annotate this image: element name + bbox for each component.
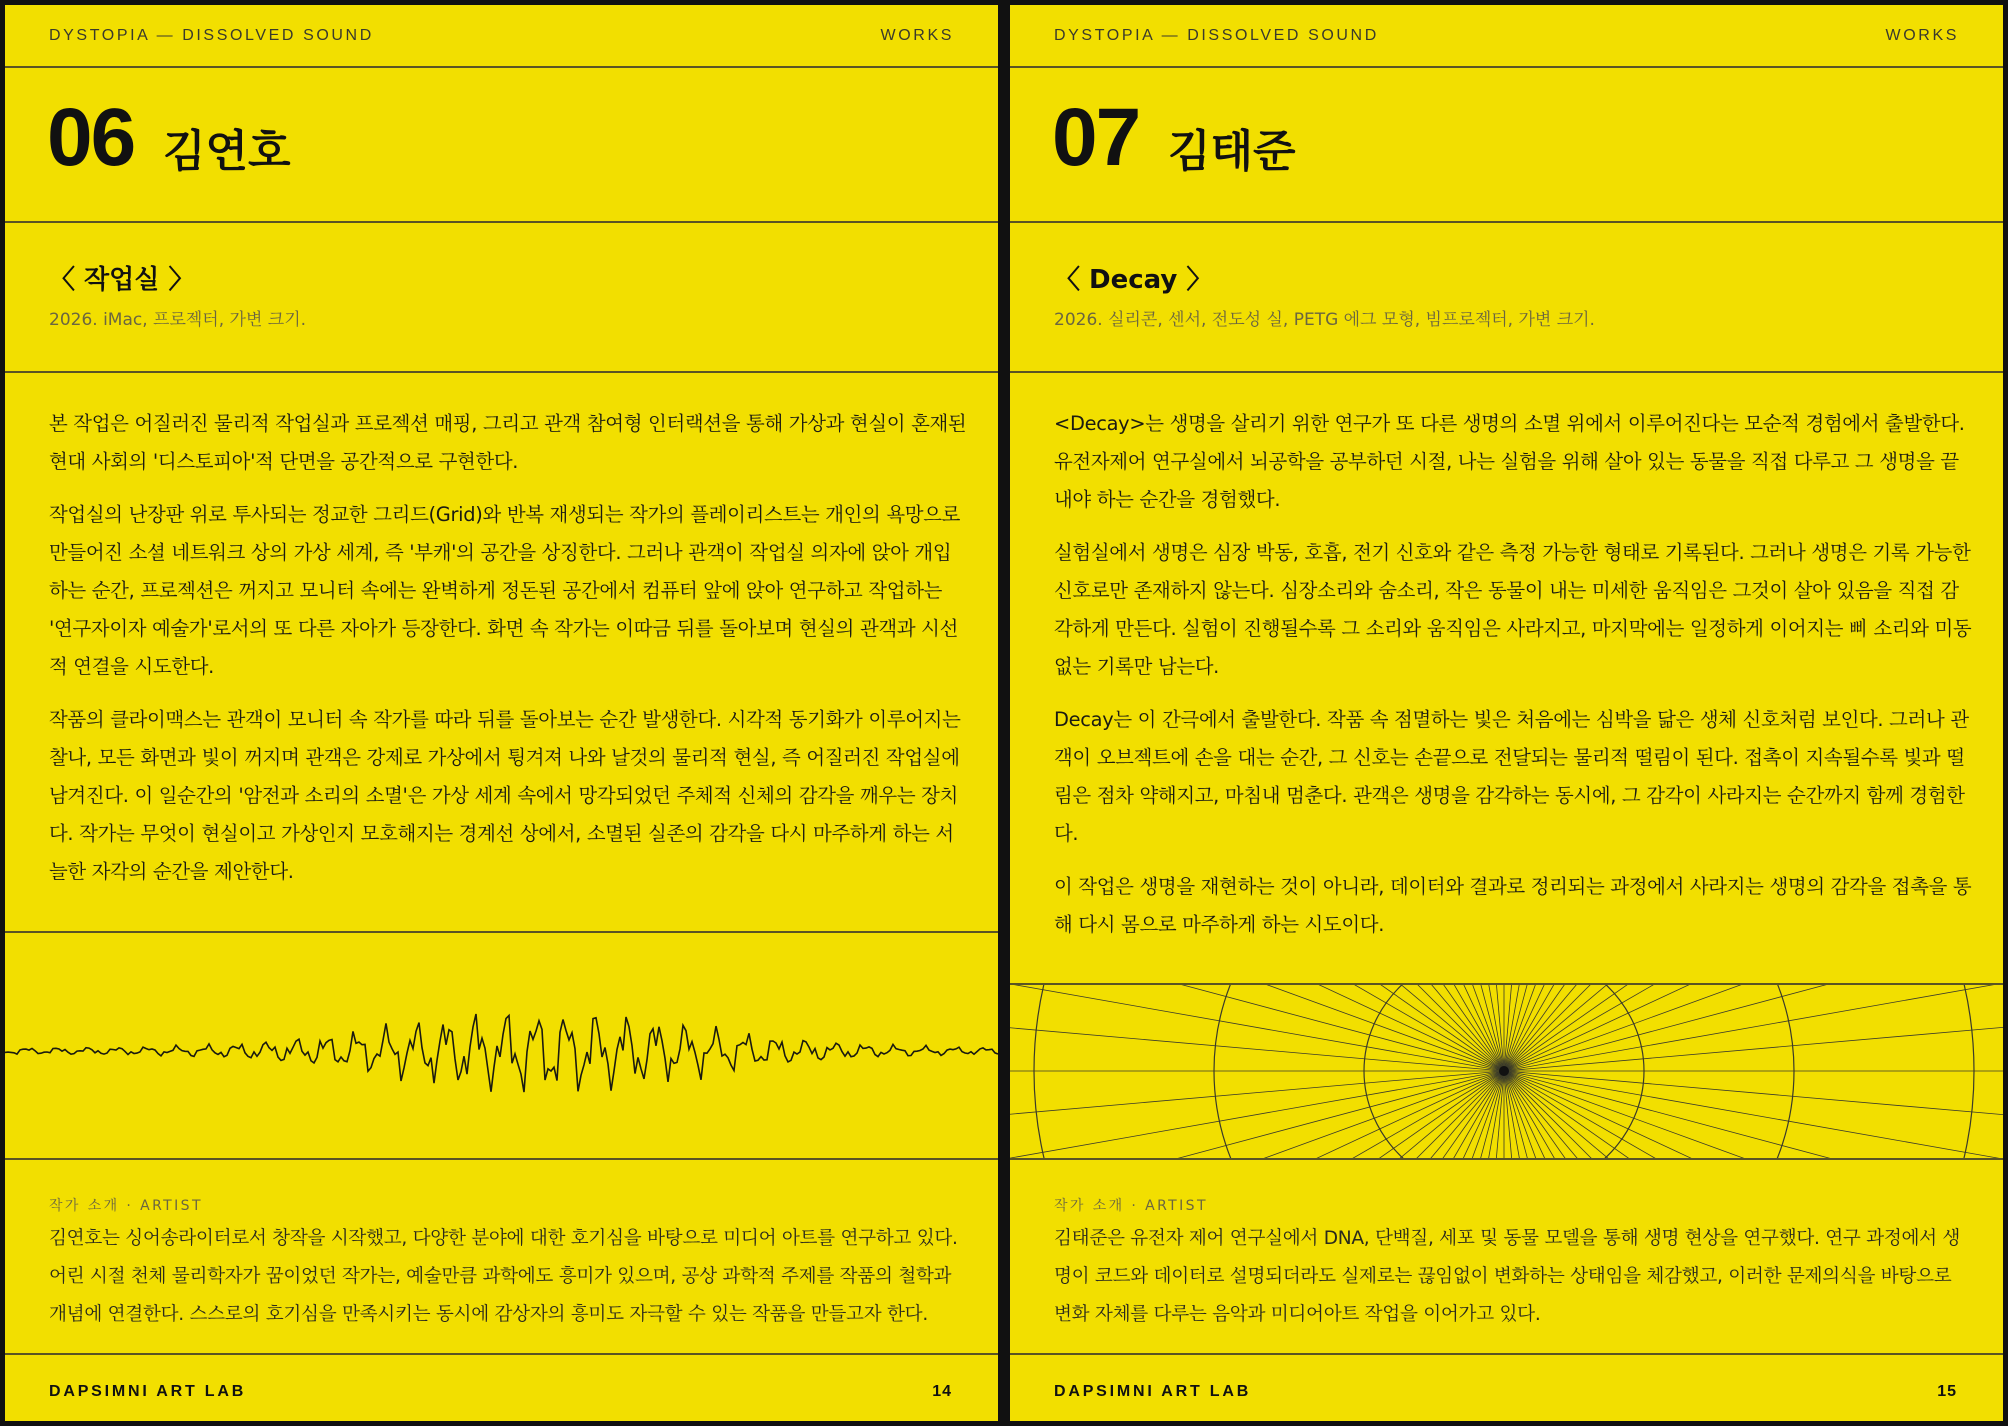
- artist-name: 김태준: [1168, 126, 1296, 177]
- sound-waveform-illustration: [5, 933, 998, 1163]
- radial-ray: [1504, 985, 1884, 1071]
- divider: [5, 371, 998, 373]
- divider: [1010, 221, 2003, 223]
- paragraph: 작업실의 난장판 위로 투사되는 정교한 그리드(Grid)와 반복 재생되는 작가의 플레이리스트는 개인의 욕망으로 만들어진 소셜 네트워크 상의 가상 세계, 즉 '부캐'의 공간을 상징한다. 그러나 관객이 작업실 의자에 앉아 개입하는 순간, 프로젝션은 꺼지고 모니터 속에는 완벽하게 정돈된 공간에서 컴퓨터 앞에 앉아 연구하고 작업하는 '연구자이자 예술가'로서의 또 다른 자아가 등장한다. 화면 속 작가는 이따금 뒤를 돌아보며 현실의 관객과 시선적 연결을 시도한다.: [49, 503, 961, 678]
- paragraph: 본 작업은 어질러진 물리적 작업실과 프로젝션 매핑, 그리고 관객 참여형 인터랙션을 통해 가상과 현실이 혼재된 현대 사회의 '디스토피아'적 단면을 공간적으로 구현한다.: [49, 412, 967, 473]
- work-meta: 2026. iMac, 프로젝터, 가변 크기.: [49, 310, 307, 330]
- page-number: 14: [932, 1383, 952, 1400]
- divider: [5, 1353, 998, 1355]
- work-description: [1054, 405, 1974, 959]
- work-number: 06: [47, 92, 135, 183]
- paragraph: Decay는 이 간극에서 출발한다. 작품 속 점멸하는 빛은 처음에는 심박을 닮은 생체 신호처럼 보인다. 그러나 관객이 오브젝트에 손을 대는 순간, 그 신호는 손끝으로 전달되는 물리적 떨림이 된다. 접촉이 지속될수록 빛과 떨림은 점차 약해지고, 마침내 멈춘다. 관객은 생명을 감각하는 동시에, 그 감각이 사라지는 순간까지 함께 경험한다.: [1054, 708, 1969, 845]
- work-number: 07: [1052, 92, 1140, 183]
- divider: [1010, 1353, 2003, 1355]
- divider: [5, 66, 998, 68]
- radial-ray: [1054, 985, 1504, 1071]
- page-number: 15: [1937, 1383, 1957, 1400]
- divider: [5, 221, 998, 223]
- work-meta: 2026. 실리콘, 센서, 전도성 실, PETG 에그 모형, 빔프로젝터, 가변 크기.: [1054, 310, 1595, 330]
- artist-bio: 김태준은 유전자 제어 연구실에서 DNA, 단백질, 세포 및 동물 모델을 통해 생명 현상을 연구했다. 연구 과정에서 생명이 코드와 데이터로 설명되더라도 실제로는 끊임없이 변화하는 상태임을 체감했고, 이러한 문제의식을 바탕으로 변화 자체를 다루는 음악과 미디어아트 작업을 이어가고 있다.: [1054, 1228, 1961, 1325]
- radial-ray: [1504, 1071, 2003, 1160]
- divider: [1010, 371, 2003, 373]
- radial-lines-illustration: [1010, 985, 2003, 1160]
- page-left: [5, 5, 998, 1421]
- paragraph: <Decay>는 생명을 살리기 위한 연구가 또 다른 생명의 소멸 위에서 이루어진다는 모순적 경험에서 출발한다. 유전자제어 연구실에서 뇌공학을 공부하던 시절, 나는 실험을 위해 살아 있는 동물을 직접 다루고 그 생명을 끝내야 하는 순간을 경험했다.: [1054, 412, 1965, 511]
- footer-lab-name: DAPSIMNI ART LAB: [1054, 1383, 1252, 1400]
- artist-label: 작가 소개 · ARTIST: [49, 1198, 203, 1214]
- running-header-section: WORKS: [880, 27, 954, 44]
- running-header-title: DYSTOPIA — DISSOLVED SOUND: [49, 27, 374, 44]
- radial-ray: [1054, 1071, 1504, 1160]
- radial-ray: [1010, 993, 1504, 1071]
- center-dot: [1499, 1066, 1509, 1076]
- paragraph: 실험실에서 생명은 심장 박동, 호흡, 전기 신호와 같은 측정 가능한 형태로 기록된다. 그러나 생명은 기록 가능한 신호로만 존재하지 않는다. 심장소리와 숨소리, 작은 동물이 내는 미세한 움직임은 그것이 살아 있음을 직접 감각하게 만든다. 실험이 진행될수록 그 소리와 움직임은 사라지고, 마지막에는 일정하게 이어지는 삐 소리와 미동 없는 기록만 남는다.: [1054, 541, 1972, 678]
- radial-ray: [1124, 1071, 1504, 1160]
- running-header-title: DYSTOPIA — DISSOLVED SOUND: [1054, 27, 1379, 44]
- waveform-line: [5, 1014, 998, 1092]
- paragraph: 작품의 클라이맥스는 관객이 모니터 속 작가를 따라 뒤를 돌아보는 순간 발생한다. 시각적 동기화가 이루어지는 찰나, 모든 화면과 빛이 꺼지며 관객은 강제로 가상에서 튕겨져 나와 날것의 물리적 현실, 즉 어질러진 작업실에 남겨진다. 이 일순간의 '암전과 소리의 소멸'은 가상 세계 속에서 망각되었던 주체적 신체의 감각을 깨우는 장치다. 작가는 무엇이 현실이고 가상인지 모호해지는 경계선 상에서, 소멸된 실존의 감각을 다시 마주하게 하는 서늘한 자각의 순간을 제안한다.: [49, 708, 961, 883]
- radial-ray: [1504, 985, 1954, 1071]
- artist-name: 김연호: [163, 126, 291, 177]
- artist-bio: 김연호는 싱어송라이터로서 창작을 시작했고, 다양한 분야에 대한 호기심을 바탕으로 미디어 아트를 연구하고 있다. 어린 시절 천체 물리학자가 꿈이었던 작가는, 예술만큼 과학에도 흥미가 있으며, 공상 과학적 주제를 작품의 철학과 개념에 연결한다. 스스로의 호기심을 만족시키는 동시에 감상자의 흥미도 자극할 수 있는 작품을 만들고자 한다.: [49, 1228, 958, 1325]
- radial-ray: [1504, 985, 1812, 1071]
- paragraph: 이 작업은 생명을 재현하는 것이 아니라, 데이터와 결과로 정리되는 과정에서 사라지는 생명의 감각을 접촉을 통해 다시 몸으로 마주하게 하는 시도이다.: [1054, 875, 1972, 936]
- work-title: 〈 Decay 〉: [1054, 265, 1213, 295]
- radial-ray: [1010, 1071, 1504, 1149]
- divider: [1010, 66, 2003, 68]
- running-header-section: WORKS: [1885, 27, 1959, 44]
- radial-ray: [1124, 985, 1504, 1071]
- divider: [1010, 1158, 2003, 1160]
- radial-ray: [1504, 985, 1660, 1071]
- work-title: 〈 작업실 〉: [49, 265, 195, 295]
- radial-ray: [1504, 1071, 1954, 1160]
- footer-lab-name: DAPSIMNI ART LAB: [49, 1383, 247, 1400]
- divider: [5, 1158, 998, 1160]
- radial-ray: [1504, 1071, 1884, 1160]
- artist-label: 작가 소개 · ARTIST: [1054, 1198, 1208, 1214]
- radial-ray: [1010, 1071, 1504, 1160]
- radial-ray: [1196, 985, 1504, 1071]
- page-right: [1010, 5, 2003, 1421]
- radial-ray: [1348, 985, 1504, 1071]
- work-description: [49, 405, 969, 906]
